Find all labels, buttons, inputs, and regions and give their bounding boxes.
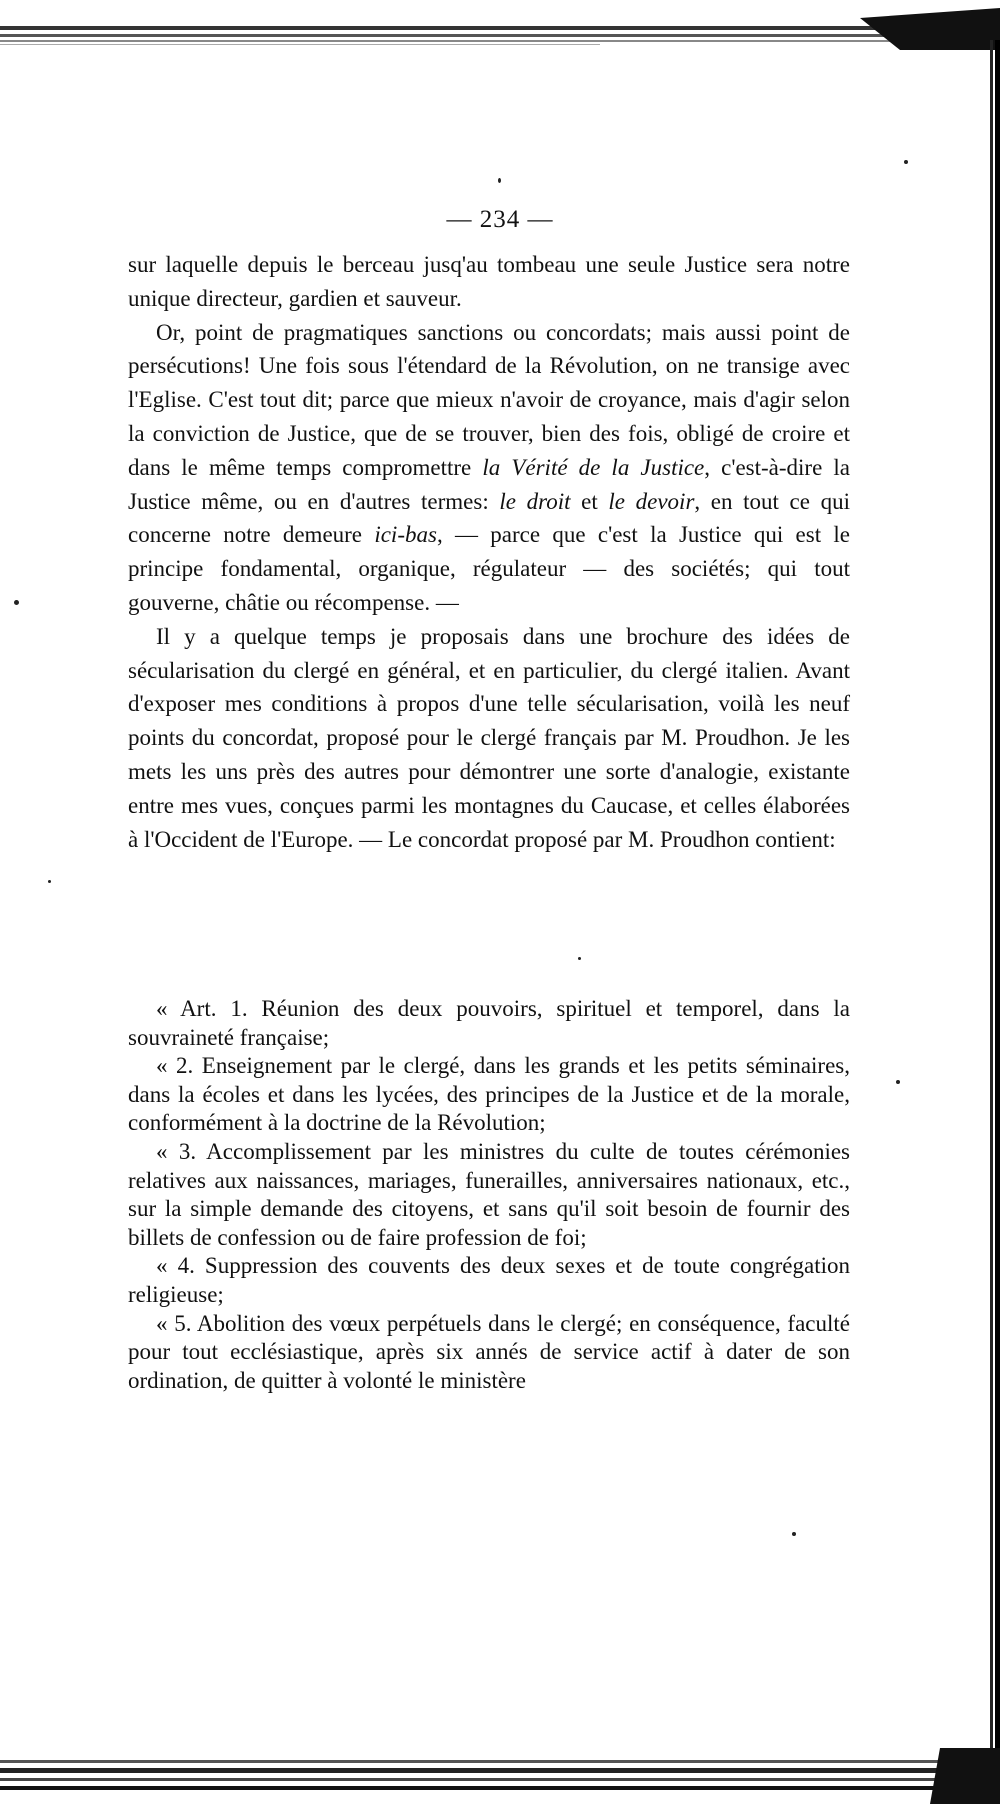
paragraph-3: Il y a quelque temps je proposais dans une brochure des idées de sécularisation du clergé en général, et en particulier, du clergé italien. Avant d'exposer mes conditions à propos d'une telle sécularisation, voilà les neuf points du concordat, proposé pour le clergé français par M. Proudhon. Je les mets les uns près des autres pour démontrer une sorte d'analogie, existante entre mes vues, conçues parmi les montagnes du Caucase, et celles élaborées à l'Occident de l'Europe. — Le concordat proposé par M. Proudhon contient: (128, 623, 850, 852)
paragraph-2-part-a: Or, point de pragmatiques sanctions ou concordats; mais aussi point de persécutions! Une fois sous l'étendard de la Révolution, on ne transige avec l'Eglise. C'est tout dit; parce que mieux n'avoir de croyance, mais d'agir selon la conviction de Justice, que de se trouver, bien des fois, obligé de croire et dans le même temps compromettre (128, 319, 850, 480)
scan-edge-right (980, 40, 1000, 1760)
article-5: « 5. Abolition des vœux perpétuels dans le clergé; en conséquence, faculté pour tout ecclésiastique, après six annés de service actif à dater de son ordination, de quitter à volonté le ministère (128, 1310, 850, 1393)
concordat-articles (128, 995, 850, 1395)
scan-speck (498, 178, 501, 183)
article-2: « 2. Enseignement par le clergé, dans les grands et les petits séminaires, dans la écoles et dans les lycées, des principes de la Justice et de la morale, conformément à la doctrine de la Révolution; (128, 1053, 850, 1136)
scan-speck (578, 957, 581, 960)
article-4: « 4. Suppression des couvents des deux sexes et de toute congrégation religieuse; (128, 1253, 850, 1307)
paragraph-2-part-d: , en tout ce qui concerne notre demeure (128, 488, 851, 548)
paragraph-2-part-c: et (570, 488, 609, 514)
paragraph-2-part-b: , c'est-à-dire la Justice même, ou en d'autres termes: (128, 454, 850, 514)
scan-speck (792, 1532, 796, 1536)
italic-phrase-ici-bas: ici-bas (374, 522, 437, 548)
scan-speck (896, 1080, 900, 1084)
article-1: « Art. 1. Réunion des deux pouvoirs, spirituel et temporel, dans la souvraineté française; (128, 996, 850, 1050)
main-text (128, 248, 850, 856)
paragraph-2-part-e: , — parce que c'est la Justice qui est le principe fondamental, organique, régulateur — des sociétés; qui tout gouverne, châtie ou récompense. — (128, 522, 850, 615)
italic-phrase-verite: la Vérité de la Justice (482, 454, 705, 480)
italic-phrase-devoir: le devoir (608, 488, 695, 514)
page-number: — 234 — (446, 206, 554, 233)
paragraph-1: sur laquelle depuis le berceau jusq'au tombeau une seule Justice sera notre unique directeur, gardien et sauveur. (128, 252, 850, 311)
italic-phrase-droit: le droit (499, 488, 571, 514)
paragraph-2 (128, 316, 850, 620)
scan-speck (14, 600, 19, 605)
scan-edge-top (0, 0, 1000, 56)
scan-speck (48, 880, 51, 883)
scan-edge-bottom (0, 1748, 1000, 1804)
scan-speck (904, 160, 908, 164)
article-3: « 3. Accomplissement par les ministres du culte de toutes cérémonies relatives aux naissances, mariages, funerailles, anniversaires nationaux, etc., sur la simple demande des citoyens, et sans qu'il soit besoin de fournir des billets de confession ou de faire profession de foi; (128, 1138, 850, 1250)
